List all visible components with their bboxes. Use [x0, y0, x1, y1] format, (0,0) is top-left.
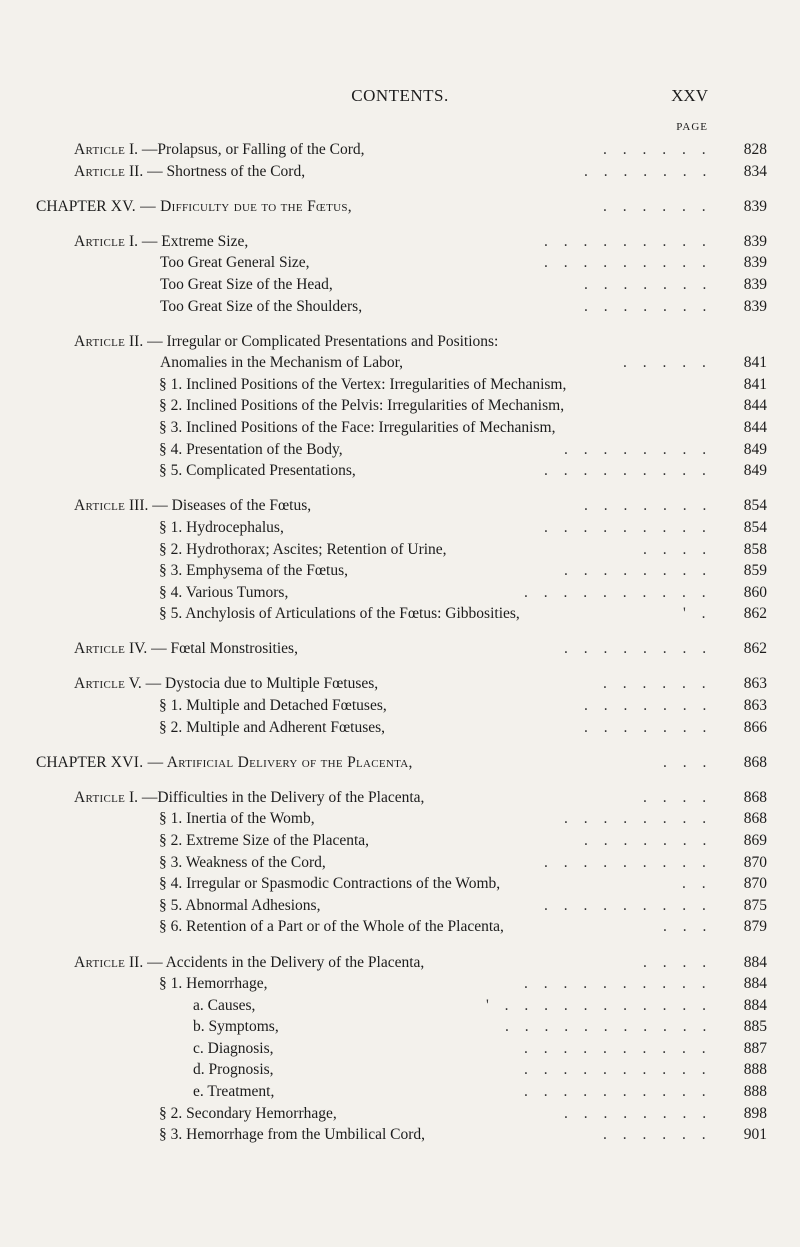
toc-entry	[0, 952, 800, 974]
toc-page-number: 888	[743, 1061, 767, 1079]
toc-entry-title	[160, 296, 362, 318]
toc-page-number: 868	[743, 788, 767, 806]
leader-dots: . . . . . .	[603, 1126, 712, 1144]
toc-entry-title	[159, 830, 369, 852]
toc-entry-title	[74, 638, 298, 660]
leader-dots: . . . . . .	[603, 197, 712, 215]
toc-entry-title	[159, 603, 520, 625]
toc-page-number: 844	[743, 419, 767, 437]
toc-entry	[0, 830, 800, 852]
leader-dots: . . . . . . .	[584, 832, 713, 850]
toc-entry-text: I. —Difficulties in the Delivery of the Placenta,	[125, 788, 425, 806]
toc-page-number: 901	[743, 1126, 767, 1144]
toc-page-number: 839	[743, 197, 767, 215]
toc-entry	[0, 1103, 800, 1125]
toc-entry-title	[159, 808, 315, 830]
toc-entry-text: § 4. Irregular or Spasmodic Contractions of the Womb,	[159, 875, 501, 893]
toc-entry-title	[160, 274, 333, 296]
toc-entry-text: § 2. Hydrothorax; Ascites; Retention of Urine,	[159, 540, 447, 558]
article-label: Article	[74, 953, 126, 971]
toc-page-number: 858	[743, 540, 767, 558]
leader-dots: . . . . . . .	[584, 497, 713, 515]
toc-page-number: 841	[743, 354, 767, 372]
toc-entry-text: § 6. Retention of a Part or of the Whole of the Placenta,	[159, 918, 504, 936]
toc-entry-title	[193, 1081, 274, 1103]
toc-page-number: 875	[743, 896, 767, 914]
leader-dots: . .	[682, 875, 712, 893]
toc-entry-text: II. — Shortness of the Cord,	[125, 162, 306, 180]
toc-entry-text: Too Great General Size,	[160, 254, 310, 272]
running-title: CONTENTS.	[351, 86, 449, 105]
toc-entry	[0, 539, 800, 561]
toc-entry	[0, 352, 800, 374]
toc-entry-title	[74, 161, 305, 183]
toc-entry	[0, 495, 800, 517]
toc-entry-title	[160, 352, 403, 374]
toc-entry-text: XVI. — Artificial Delivery of the Placenta,	[106, 753, 413, 771]
toc-entry	[0, 252, 800, 274]
toc-entry-title	[36, 752, 413, 774]
article-label: Article	[74, 332, 126, 350]
toc-entry	[0, 231, 800, 253]
toc-entry-title	[159, 695, 387, 717]
toc-page-number: 849	[743, 440, 767, 458]
leader-dots: . . . . . .	[603, 141, 712, 158]
toc-page-number: 887	[743, 1039, 767, 1057]
toc-entry-text: § 2. Extreme Size of the Placenta,	[159, 832, 370, 850]
toc-entry-title	[159, 1103, 337, 1125]
leader-dots: . . . . . . .	[584, 162, 713, 180]
toc-entry-title	[159, 582, 288, 604]
toc-entry-text: § 5. Anchylosis of Articulations of the Fœtus: Gibbosities,	[159, 605, 520, 623]
toc-entry-text: II. — Irregular or Complicated Presentations and Positions:	[125, 332, 499, 350]
toc-entry-text: II. — Accidents in the Delivery of the Placenta,	[125, 953, 425, 971]
toc-page-number: 844	[743, 397, 767, 415]
toc-entry-title	[159, 973, 267, 995]
toc-entry-title	[159, 717, 385, 739]
toc-page-number: 839	[743, 275, 767, 293]
toc-entry-title	[159, 395, 564, 417]
article-label: Article	[74, 497, 126, 515]
toc-entry	[0, 560, 800, 582]
toc-page-number: 870	[743, 875, 767, 893]
toc-page-number: 888	[743, 1083, 767, 1101]
article-label: Article	[74, 141, 126, 158]
toc-entry-text: § 2. Inclined Positions of the Pelvis: Irregularities of Mechanism,	[159, 397, 565, 415]
toc-entry-title	[159, 560, 348, 582]
toc-entry	[0, 439, 800, 461]
toc-entry-text: § 2. Secondary Hemorrhage,	[159, 1104, 337, 1122]
toc-entry-text: § 1. Inertia of the Womb,	[159, 810, 315, 828]
toc-entry	[0, 673, 800, 695]
toc-page-number: 868	[743, 753, 767, 771]
leader-dots: . . . . . . . . .	[544, 462, 712, 480]
toc-entry-text: § 4. Various Tumors,	[159, 583, 289, 601]
toc-entry-title	[74, 231, 248, 253]
toc-entry	[0, 1016, 800, 1038]
toc-page-number: 862	[743, 605, 767, 623]
toc-entry	[0, 787, 800, 809]
toc-entry	[0, 395, 800, 417]
toc-page-number: 841	[743, 375, 767, 393]
toc-entry	[0, 973, 800, 995]
leader-dots: . . . . . . . . .	[544, 254, 712, 272]
leader-dots: . . .	[663, 753, 713, 771]
leader-dots: . . . . . . . .	[564, 810, 713, 828]
toc-entry-title	[193, 1059, 274, 1081]
toc-page-number: 868	[743, 810, 767, 828]
toc-entry	[0, 517, 800, 539]
toc-entry-title	[160, 252, 310, 274]
toc-page-number: 884	[743, 953, 767, 971]
toc-entry-text: § 3. Hemorrhage from the Umbilical Cord,	[159, 1126, 426, 1144]
page-column-label: PAGE	[676, 121, 708, 133]
toc-entry-text: § 1. Multiple and Detached Fœtuses,	[159, 697, 387, 715]
toc-page-number: 884	[743, 996, 767, 1014]
leader-dots: . . . . . . . . . .	[524, 1061, 712, 1079]
toc-entry	[0, 695, 800, 717]
chapter-label: CHAPTER	[36, 197, 107, 215]
toc-entry-title	[74, 495, 311, 517]
leader-dots: . . .	[663, 918, 713, 936]
toc-page-number: 885	[743, 1018, 767, 1036]
leader-dots: . . . . . . .	[584, 297, 713, 315]
toc-page-number: 863	[743, 697, 767, 715]
table-of-contents	[0, 139, 800, 1146]
toc-entry-text: a. Causes,	[193, 996, 256, 1014]
toc-entry-title	[193, 1038, 274, 1060]
toc-entry-text: § 1. Hydrocephalus,	[159, 518, 284, 536]
toc-entry-title	[74, 673, 378, 695]
toc-page-number: 828	[743, 141, 767, 158]
leader-dots: . . . . . . . .	[564, 640, 713, 658]
leader-dots: . . . . . . .	[584, 697, 713, 715]
toc-entry	[0, 1081, 800, 1103]
toc-page-number: 854	[743, 497, 767, 515]
toc-entry-text: § 2. Multiple and Adherent Fœtuses,	[159, 718, 386, 736]
toc-entry	[0, 1038, 800, 1060]
toc-entry-title	[159, 517, 284, 539]
toc-entry-title	[159, 852, 326, 874]
toc-entry-text: e. Treatment,	[193, 1083, 275, 1101]
toc-entry-text: III. — Diseases of the Fœtus,	[125, 497, 312, 515]
page-header	[0, 86, 800, 108]
page-number: XXV	[671, 86, 708, 105]
leader-dots: . . . . . . . . . .	[524, 975, 712, 993]
toc-entry-text: § 3. Weakness of the Cord,	[159, 853, 326, 871]
toc-entry-text: c. Diagnosis,	[193, 1039, 274, 1057]
toc-entry-title	[193, 1016, 279, 1038]
toc-entry	[0, 139, 800, 161]
toc-entry-title	[159, 873, 500, 895]
leader-dots: ' .	[683, 605, 712, 623]
toc-page-number: 849	[743, 462, 767, 480]
toc-entry	[0, 274, 800, 296]
article-label: Article	[74, 640, 126, 658]
leader-dots: . . . . . .	[603, 675, 712, 693]
toc-entry	[0, 717, 800, 739]
toc-entry-title	[159, 1124, 425, 1146]
toc-entry-text: I. — Extreme Size,	[125, 232, 249, 250]
toc-entry-text: § 5. Abnormal Adhesions,	[159, 896, 321, 914]
leader-dots: . . . . . . . .	[564, 440, 713, 458]
toc-entry-title	[159, 539, 447, 561]
toc-page-number: 860	[743, 583, 767, 601]
toc-entry-title	[74, 787, 424, 809]
toc-entry	[0, 460, 800, 482]
toc-page-number: 869	[743, 832, 767, 850]
leader-dots: . . . . . . . . . . .	[505, 1018, 713, 1036]
toc-entry-title	[74, 139, 365, 161]
leader-dots: . . . . . . . .	[564, 562, 713, 580]
toc-page-number: 884	[743, 975, 767, 993]
toc-entry	[0, 1124, 800, 1146]
toc-entry	[0, 808, 800, 830]
toc-entry	[0, 296, 800, 318]
toc-page-number: 839	[743, 232, 767, 250]
leader-dots: . . . . . . . . . .	[524, 1083, 712, 1101]
leader-dots: . . . . . . . . .	[544, 896, 712, 914]
leader-dots: . . . . . . . . . .	[524, 1039, 712, 1057]
toc-entry	[0, 196, 800, 218]
leader-dots: . . . .	[643, 953, 713, 971]
toc-entry-text: V. — Dystocia due to Multiple Fœtuses,	[125, 675, 379, 693]
leader-dots: . . . . . . .	[584, 718, 713, 736]
toc-entry	[0, 852, 800, 874]
toc-page-number: 839	[743, 297, 767, 315]
toc-entry	[0, 1059, 800, 1081]
chapter-label: CHAPTER	[36, 753, 107, 771]
toc-page-number: 854	[743, 518, 767, 536]
leader-dots: . . . . . . . . .	[544, 232, 712, 250]
toc-entry-title	[159, 895, 320, 917]
toc-entry-title	[159, 374, 566, 396]
toc-entry-text: Anomalies in the Mechanism of Labor,	[160, 354, 404, 372]
toc-page-number: 866	[743, 718, 767, 736]
toc-entry-title	[159, 460, 356, 482]
toc-entry-text: § 3. Inclined Positions of the Face: Irregularities of Mechanism,	[159, 419, 556, 437]
toc-page-number: 834	[743, 162, 767, 180]
toc-page-number: 898	[743, 1104, 767, 1122]
article-label: Article	[74, 162, 126, 180]
toc-entry	[0, 873, 800, 895]
toc-entry-text: Too Great Size of the Head,	[160, 275, 333, 293]
leader-dots: . . . . . . . . . .	[524, 583, 712, 601]
toc-entry	[0, 752, 800, 774]
leader-dots: . . . . . . .	[584, 275, 713, 293]
leader-dots: . . . .	[643, 788, 713, 806]
leader-dots: . . . . . . . .	[564, 1104, 713, 1122]
toc-entry	[0, 916, 800, 938]
toc-entry	[0, 582, 800, 604]
toc-page-number: 839	[743, 254, 767, 272]
toc-entry-text: XV. — Difficulty due to the Fœtus,	[106, 197, 352, 215]
toc-page-number: 863	[743, 675, 767, 693]
leader-dots: . . . . . . . . .	[544, 853, 712, 871]
toc-entry-title	[74, 331, 498, 353]
toc-entry	[0, 895, 800, 917]
toc-entry	[0, 161, 800, 183]
toc-entry-text: § 3. Emphysema of the Fœtus,	[159, 562, 348, 580]
toc-entry-text: I. —Prolapsus, or Falling of the Cord,	[125, 141, 365, 158]
toc-entry-title	[159, 417, 555, 439]
toc-entry-text: § 1. Inclined Positions of the Vertex: Irregularities of Mechanism,	[159, 375, 567, 393]
leader-dots: ' . . . . . . . . . . .	[486, 996, 713, 1014]
toc-entry-text: § 5. Complicated Presentations,	[159, 462, 356, 480]
toc-entry-title	[74, 952, 424, 974]
toc-entry-text: IV. — Fœtal Monstrosities,	[125, 640, 298, 658]
article-label: Article	[74, 232, 126, 250]
toc-entry-text: b. Symptoms,	[193, 1018, 279, 1036]
toc-entry-text: d. Prognosis,	[193, 1061, 274, 1079]
toc-entry-title	[193, 995, 255, 1017]
toc-page-number: 879	[743, 918, 767, 936]
toc-entry-title	[159, 916, 504, 938]
leader-dots: . . . . . . . . .	[544, 518, 712, 536]
toc-page-number: 862	[743, 640, 767, 658]
toc-entry	[0, 603, 800, 625]
leader-dots: . . . .	[643, 540, 713, 558]
toc-entry	[0, 638, 800, 660]
toc-entry	[0, 374, 800, 396]
article-label: Article	[74, 788, 126, 806]
toc-entry	[0, 417, 800, 439]
leader-dots: . . . . .	[623, 354, 712, 372]
toc-entry	[0, 331, 800, 353]
toc-page-number: 870	[743, 853, 767, 871]
article-label: Article	[74, 675, 126, 693]
toc-entry-text: Too Great Size of the Shoulders,	[160, 297, 363, 315]
toc-entry-text: § 1. Hemorrhage,	[159, 975, 268, 993]
toc-page-number: 859	[743, 562, 767, 580]
toc-entry-title	[159, 439, 343, 461]
toc-entry	[0, 995, 800, 1017]
toc-entry-text: § 4. Presentation of the Body,	[159, 440, 343, 458]
toc-entry-title	[36, 196, 352, 218]
